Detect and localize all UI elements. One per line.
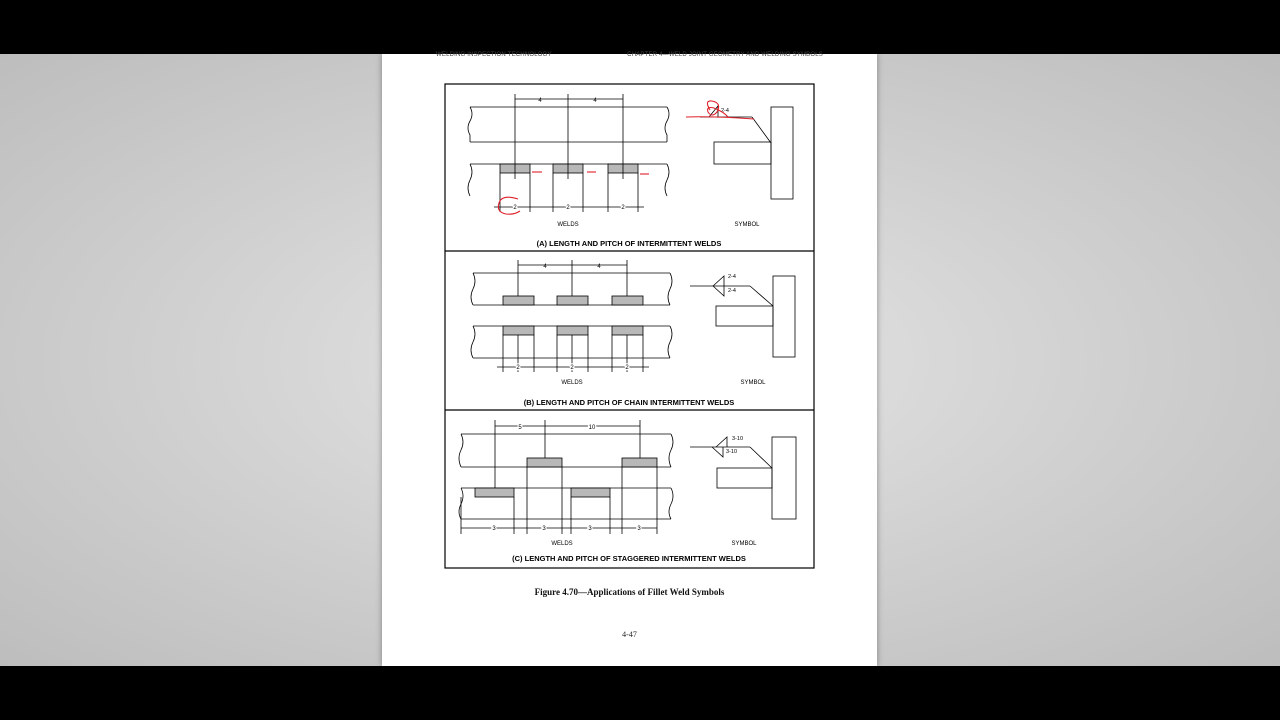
weld-bar-c3 bbox=[475, 488, 514, 497]
pitch-label-a2: 4 bbox=[593, 98, 597, 104]
symbol-text-a: 2-4 bbox=[721, 108, 729, 114]
pitch-label-b1: 4 bbox=[543, 264, 547, 270]
length-label-c2: 3 bbox=[542, 526, 546, 532]
tee-stem-a bbox=[771, 107, 793, 199]
weld-bar-c1 bbox=[527, 458, 562, 467]
weld-bar-b4 bbox=[503, 326, 534, 335]
tee-flange-b bbox=[716, 306, 773, 326]
tee-flange-c bbox=[717, 468, 772, 488]
panel-c-title: (C) LENGTH AND PITCH OF STAGGERED INTERMITTENT WELDS bbox=[512, 554, 746, 563]
page-number: 4-47 bbox=[622, 630, 637, 639]
fillet-symbol-b-top bbox=[713, 276, 724, 286]
weld-bar-c2 bbox=[622, 458, 657, 467]
weld-bar-b2 bbox=[557, 296, 588, 305]
length-label-b2: 2 bbox=[570, 365, 574, 371]
break-line-a1 bbox=[468, 107, 472, 142]
panel-a-title: (A) LENGTH AND PITCH OF INTERMITTENT WELDS bbox=[536, 239, 722, 248]
welds-label-c: WELDS bbox=[551, 541, 573, 547]
pitch-label-a1: 4 bbox=[538, 98, 542, 104]
symbol-label-c: SYMBOL bbox=[731, 541, 757, 547]
length-label-c3: 3 bbox=[588, 526, 592, 532]
length-label-c1: 3 bbox=[492, 526, 496, 532]
document-page[interactable] bbox=[382, 54, 877, 666]
length-label-a2: 2 bbox=[566, 205, 570, 211]
arrow-line-b bbox=[750, 286, 773, 306]
arrow-line-a bbox=[752, 117, 771, 143]
fillet-symbol-b-bottom bbox=[713, 286, 724, 296]
arrow-line-c bbox=[750, 447, 772, 468]
length-label-a3: 2 bbox=[621, 205, 625, 211]
panel-a bbox=[468, 94, 793, 212]
fillet-symbol-c-top bbox=[716, 437, 727, 447]
tee-stem-b bbox=[773, 276, 795, 357]
symbol-label-b: SYMBOL bbox=[740, 380, 766, 386]
fillet-symbol-c-bottom bbox=[712, 447, 723, 457]
break-line-a4 bbox=[665, 164, 669, 196]
welds-label-b: WELDS bbox=[561, 380, 583, 386]
break-line-a2 bbox=[665, 107, 669, 142]
length-label-c4: 3 bbox=[637, 526, 641, 532]
symbol-text-b-top: 2-4 bbox=[728, 274, 736, 280]
panel-b bbox=[471, 260, 795, 372]
weld-bar-c4 bbox=[571, 488, 610, 497]
figure-caption: Figure 4.70—Applications of Fillet Weld Symbols bbox=[534, 587, 725, 597]
red-annotations bbox=[498, 101, 754, 214]
pitch-label-b2: 4 bbox=[597, 264, 601, 270]
weld-bar-b6 bbox=[612, 326, 643, 335]
symbol-text-c-top: 3-10 bbox=[732, 436, 744, 442]
tee-flange-a bbox=[714, 142, 771, 164]
running-header-right: CHAPTER 4—WELD JOINT GEOMETRY AND WELDING SYMBOLS bbox=[627, 52, 823, 58]
weld-bar-b5 bbox=[557, 326, 588, 335]
length-label-a1: 2 bbox=[513, 205, 517, 211]
break-line-a3 bbox=[468, 164, 472, 196]
panel-b-title: (B) LENGTH AND PITCH OF CHAIN INTERMITTENT WELDS bbox=[523, 398, 735, 407]
running-header-left: WELDING INSPECTION TECHNOLOGY bbox=[436, 52, 552, 58]
panel-c bbox=[459, 420, 796, 534]
symbol-text-b-bottom: 2-4 bbox=[728, 288, 736, 294]
welds-label-a: WELDS bbox=[557, 222, 579, 228]
symbol-label-a: SYMBOL bbox=[734, 222, 760, 228]
fillet-weld-figure bbox=[382, 54, 877, 666]
length-label-b1: 2 bbox=[516, 365, 520, 371]
weld-bar-b3 bbox=[612, 296, 643, 305]
symbol-text-c-bottom: 3-10 bbox=[726, 449, 738, 455]
weld-bar-b1 bbox=[503, 296, 534, 305]
pitch-label-c2: 10 bbox=[588, 425, 596, 431]
length-label-b3: 2 bbox=[625, 365, 629, 371]
pitch-label-c1: 5 bbox=[518, 425, 522, 431]
tee-stem-c bbox=[772, 437, 796, 519]
